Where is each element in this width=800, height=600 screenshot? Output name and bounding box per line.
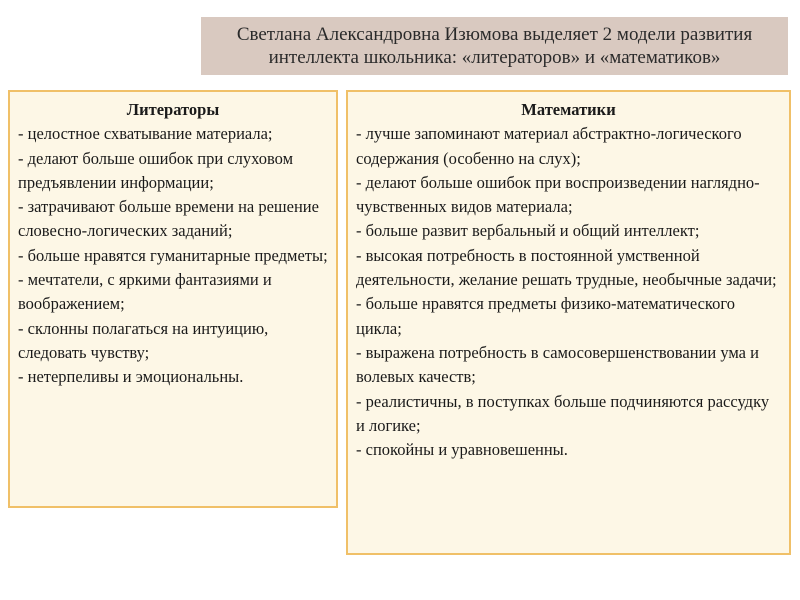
mathematicians-item: - высокая потребность в постоянной умственной деятельности, желание решать трудные, необычные задачи; xyxy=(356,245,777,290)
literators-item: - целостное схватывание материала; xyxy=(18,124,273,144)
mathematicians-item: - реалистичны, в поступках больше подчиняются рассудку и логике; xyxy=(356,391,770,435)
slide-title xyxy=(201,17,788,75)
literators-item: - мечтатели, с яркими фантазиями и воображением; xyxy=(18,270,272,314)
mathematicians-heading: Математики xyxy=(521,100,616,119)
literators-item: - нетерпеливы и эмоциональны. xyxy=(18,367,244,387)
mathematicians-column xyxy=(346,90,791,555)
mathematicians-item: - лучше запоминают материал абстрактно-логического содержания (особенно на слух); xyxy=(356,124,742,168)
literators-column xyxy=(8,90,338,508)
slide-title-text: Светлана Александровна Изюмова выделяет 2 модели развития интеллекта школьника: «литераторов» и «математиков» xyxy=(236,24,753,68)
literators-item: - склонны полагаться на интуицию, следовать чувству; xyxy=(18,318,269,362)
mathematicians-item: - спокойны и уравновешенны. xyxy=(356,440,568,460)
literators-item: - затрачивают больше времени на решение словесно-логических заданий; xyxy=(18,197,319,241)
literators-item: - делают больше ошибок при слуховом предъявлении информации; xyxy=(18,148,294,192)
literators-heading: Литераторы xyxy=(126,100,220,119)
mathematicians-item: - больше развит вербальный и общий интеллект; xyxy=(356,221,700,241)
literators-item: - больше нравятся гуманитарные предметы; xyxy=(18,245,328,265)
mathematicians-item: - выражена потребность в самосовершенствовании ума и волевых качеств; xyxy=(356,342,759,387)
mathematicians-item: - делают больше ошибок при воспроизведении наглядно-чувственных видов материала; xyxy=(356,172,760,217)
mathematicians-item: - больше нравятся предметы физико-математического цикла; xyxy=(356,294,735,338)
